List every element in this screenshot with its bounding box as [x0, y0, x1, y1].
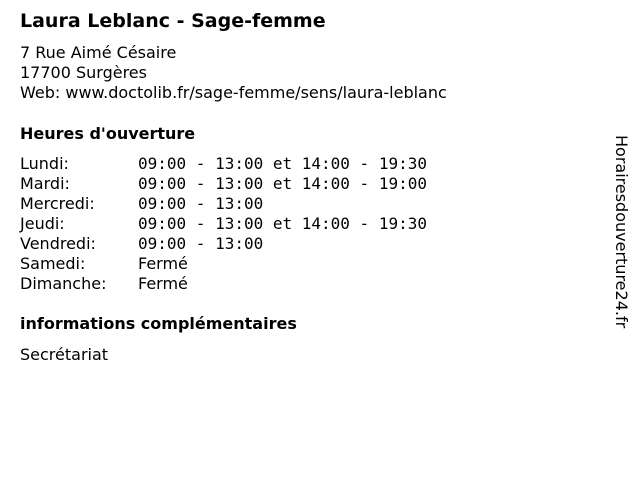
day-label: Dimanche:	[20, 274, 107, 293]
hours-heading: Heures d'ouverture	[20, 124, 196, 143]
day-label: Vendredi:	[20, 234, 96, 253]
info-text: Secrétariat	[20, 345, 109, 364]
time-value: 09:00 - 13:00 et 14:00 - 19:30	[138, 214, 427, 233]
time-value: 09:00 - 13:00 et 14:00 - 19:00	[138, 174, 427, 193]
site-watermark: Horairesdouverture24.fr	[612, 135, 631, 329]
hours-row-dimanche	[20, 274, 480, 294]
address-city: 17700 Surgères	[20, 63, 147, 82]
time-value: 09:00 - 13:00	[138, 194, 264, 213]
address-street: 7 Rue Aimé Césaire	[20, 43, 177, 62]
day-label: Mardi:	[20, 174, 70, 193]
hours-row-mardi	[20, 174, 480, 194]
time-value: 09:00 - 13:00	[138, 234, 264, 253]
hours-row-jeudi	[20, 214, 480, 234]
address-web: Web: www.doctolib.fr/sage-femme/sens/laura-leblanc	[20, 83, 447, 102]
day-label: Jeudi:	[20, 214, 65, 233]
hours-row-vendredi	[20, 234, 480, 254]
hours-row-lundi	[20, 154, 480, 174]
day-label: Mercredi:	[20, 194, 95, 213]
time-value: Fermé	[138, 254, 188, 273]
time-value: Fermé	[138, 274, 188, 293]
hours-row-mercredi	[20, 194, 480, 214]
hours-list	[20, 154, 480, 294]
day-label: Lundi:	[20, 154, 69, 173]
time-value: 09:00 - 13:00 et 14:00 - 19:30	[138, 154, 427, 173]
info-heading: informations complémentaires	[20, 314, 297, 333]
hours-row-samedi	[20, 254, 480, 274]
page-title: Laura Leblanc - Sage-femme	[20, 10, 326, 32]
address-block	[20, 43, 447, 103]
day-label: Samedi:	[20, 254, 86, 273]
